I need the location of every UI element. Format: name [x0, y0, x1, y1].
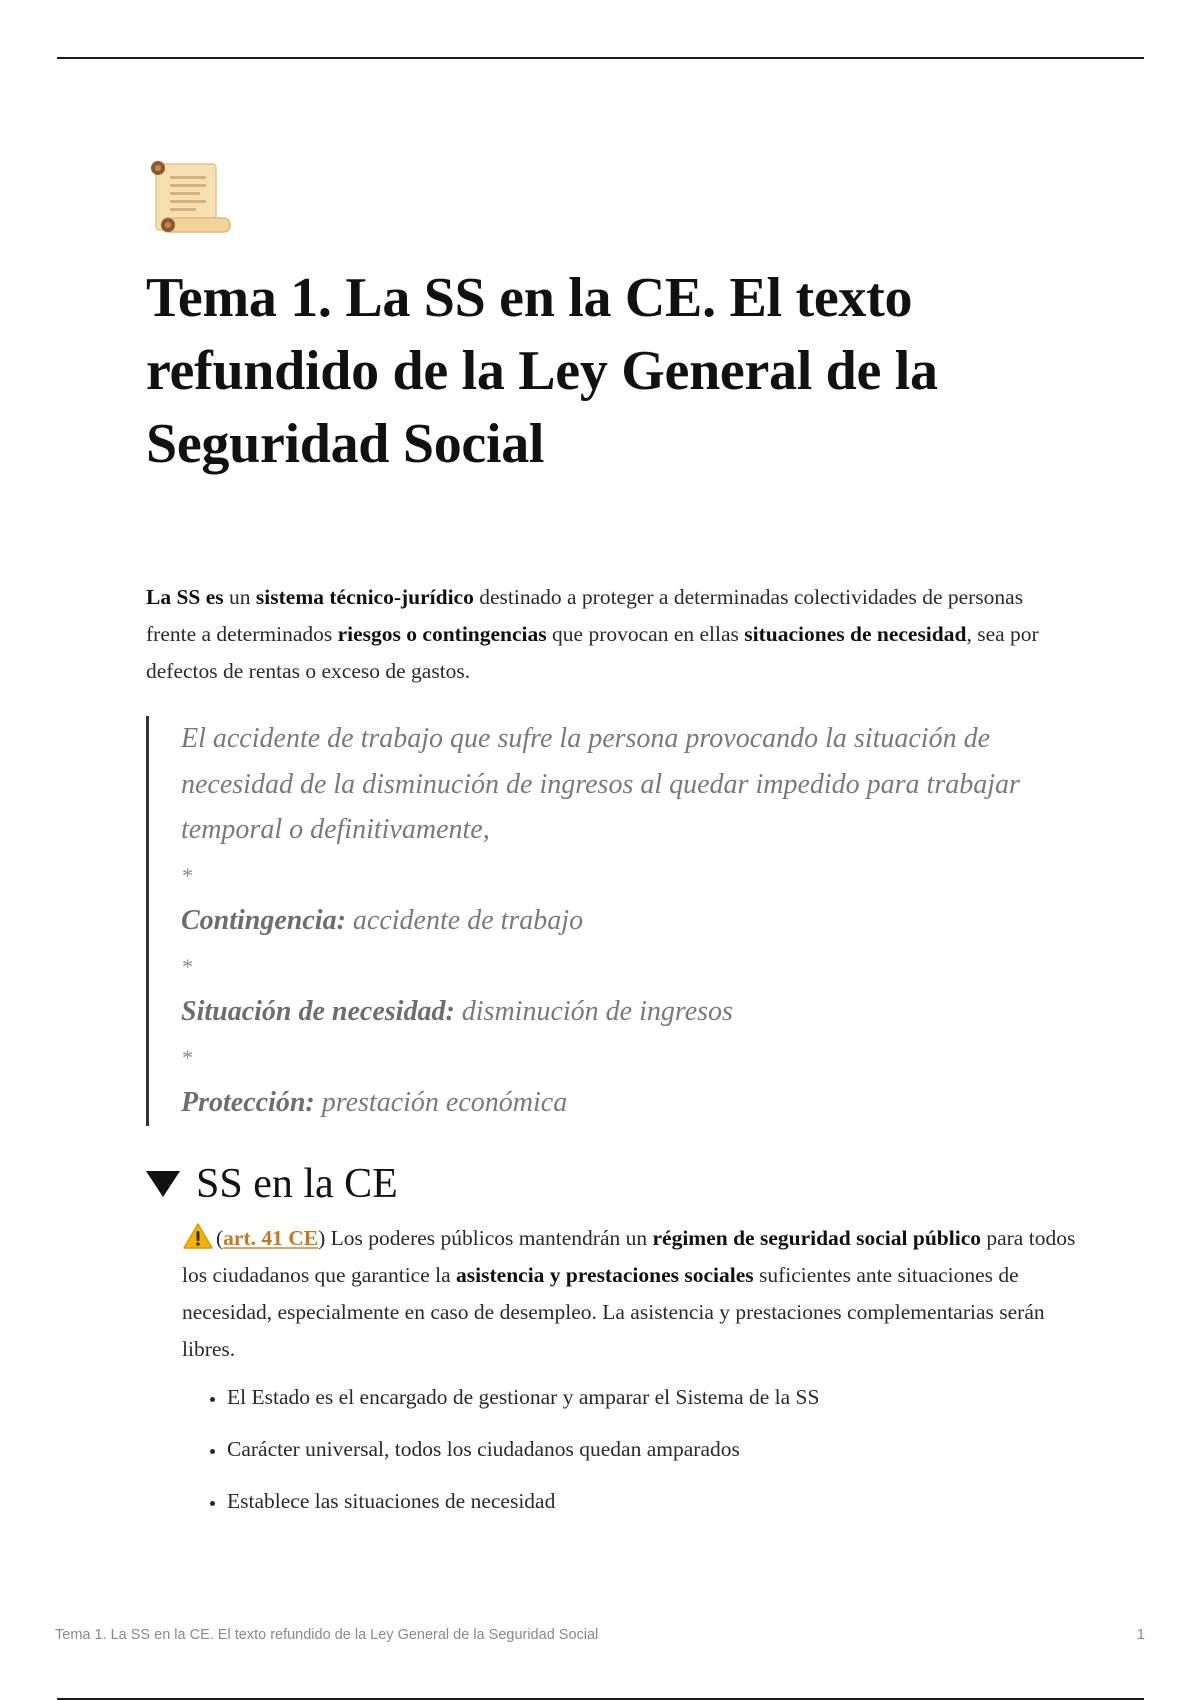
- intro-bold-2: sistema técnico-jurídico: [255, 585, 474, 609]
- toggle-header[interactable]: [146, 1154, 1076, 1214]
- toggle-body: [146, 1220, 1076, 1516]
- quote-item-contingencia: [181, 898, 1076, 944]
- toggle-ss-en-la-ce: [146, 1154, 1076, 1516]
- quote-item-proteccion: [181, 1080, 1076, 1126]
- quote-item-label: Contingencia:: [181, 905, 346, 936]
- page-content: [146, 158, 1076, 1538]
- quote-item-label: Protección:: [181, 1087, 315, 1118]
- quote-text: El accidente de trabajo que sufre la persona provocando la situación de necesidad de la disminución de ingresos al quedar impedido para trabajar temporal o definitivamente,: [181, 723, 1020, 845]
- quote-item-value: accidente de trabajo: [345, 905, 584, 936]
- intro-text-2: destinado a proteger a determinadas colectividades de personas frente a determinados: [146, 585, 1024, 646]
- bullet-list: [182, 1382, 1076, 1516]
- quote-separator: *: [181, 862, 192, 888]
- open-paren: (: [216, 1225, 224, 1250]
- section-heading: SS en la CE: [196, 1160, 398, 1207]
- page-number: 1: [1136, 1627, 1145, 1643]
- article-text-2: para todos los ciudadanos que garantice la: [182, 1225, 1076, 1287]
- intro-text-4: , sea por defectos de rentas o exceso de gastos.: [146, 622, 1039, 683]
- example-quote: [146, 716, 1076, 1126]
- intro-bold-3: riesgos o contingencias: [337, 622, 547, 646]
- quote-separator: *: [181, 953, 192, 979]
- list-item: • Establece las situaciones de necesidad: [227, 1486, 1076, 1516]
- top-rule: [57, 57, 1144, 59]
- article-bold-2: asistencia y prestaciones sociales: [456, 1262, 754, 1287]
- quote-item-value: prestación económica: [314, 1087, 568, 1118]
- intro-bold-4: situaciones de necesidad: [744, 622, 967, 646]
- list-item: • Carácter universal, todos los ciudadanos quedan amparados: [227, 1434, 1076, 1464]
- article-bold-1: régimen de seguridad social público: [652, 1225, 981, 1250]
- intro-bold-1: La SS es: [146, 585, 224, 609]
- article-text-3: suficientes ante situaciones de necesidad, especialmente en caso de desempleo. La asistencia y prestaciones complementarias serán libres.: [182, 1262, 1045, 1361]
- intro-text-3: que provocan en ellas: [546, 622, 745, 646]
- page-footer: [55, 1627, 1145, 1649]
- scroll-icon: [146, 158, 236, 244]
- intro-text-1: un: [223, 585, 256, 609]
- quote-item-situacion: [181, 989, 1076, 1035]
- article-paragraph: [182, 1220, 1076, 1368]
- footer-title: Tema 1. La SS en la CE. El texto refundido de la Ley General de la Seguridad Social: [55, 1627, 599, 1643]
- quote-item-label: Situación de necesidad:: [181, 996, 455, 1027]
- list-item: • El Estado es el encargado de gestionar y amparar el Sistema de la SS: [227, 1382, 1076, 1412]
- article-text-1: ) Los poderes públicos mantendrán un: [318, 1225, 653, 1250]
- quote-item-value: disminución de ingresos: [454, 996, 733, 1027]
- quote-separator: *: [181, 1044, 192, 1070]
- warning-icon: [182, 1222, 214, 1250]
- page-title: Tema 1. La SS en la CE. El texto refundido de la Ley General de la Seguridad Social: [146, 267, 938, 475]
- art-41-ce-link[interactable]: art. 41 CE: [223, 1225, 319, 1250]
- triangle-down-icon[interactable]: [146, 1171, 180, 1197]
- intro-paragraph: [146, 579, 1076, 690]
